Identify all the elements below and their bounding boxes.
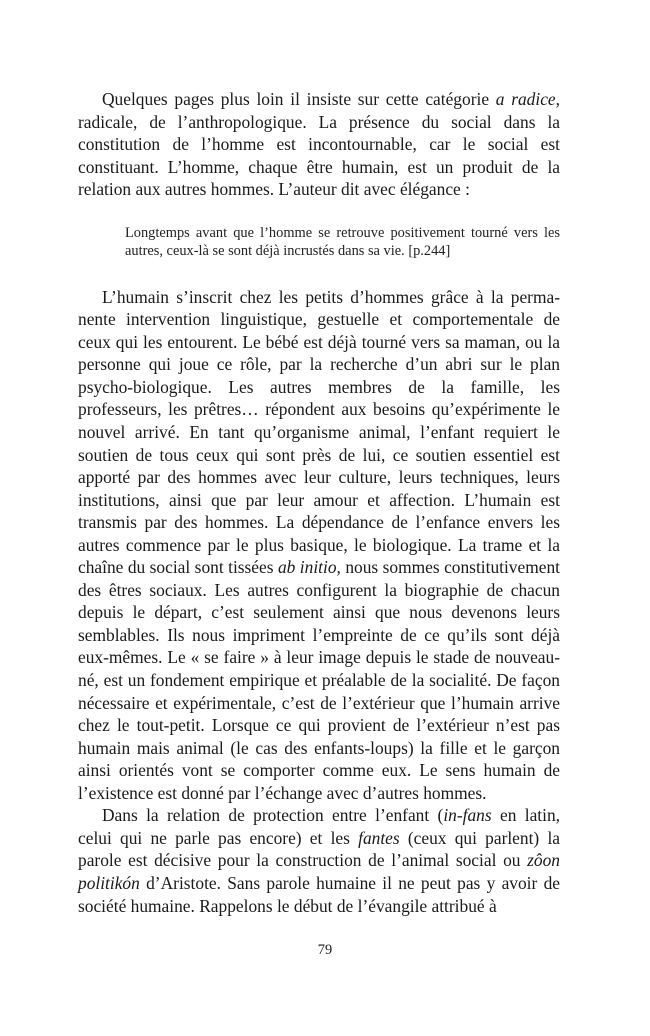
paragraph-2-italic-ab-initio: ab initio,: [277, 557, 341, 578]
paragraph-2-text-b: nous sommes constitutivement des êtres sociaux. Les autres configurent la biographie de chacun depuis le départ, c’est seulement ainsi que nous devenons leurs semblables. Ils nous impriment l’empreinte de ce qu’ils sont déjà eux-mêmes. Le « se faire » à leur image depuis le stade de nouveau-né, est un fondement empirique et préalable de la socialité. De façon nécessaire et expérimentale, c’est de l’extérieur que l’humain arrive chez le tout-petit. Lorsque ce qui provient de l’extérieur n’est pas humain mais animal (le cas des enfants-loups) la fille et le garçon ainsi orientés vont se comporter comme eux. Le sens humain de l’existence est donné par l’échange avec d’autres hommes.: [78, 557, 560, 803]
paragraph-3-text-c: (ceux qui parlent) la parole est décisive pour la construction de l’animal social ou: [78, 827, 560, 871]
paragraph-3-italic-fantes: fantes: [358, 827, 400, 848]
paragraph-1-italic-a-radice: a radice: [495, 89, 556, 109]
paragraph-1-text-b: , radicale, de l’anthropologique. La présence du social dans la constitution de l’homme est incontournable, car le social est constituant. L’homme, chaque être humain, est un produit de la relation aux autres hommes. L’auteur dit avec élégance :: [78, 89, 560, 200]
paragraph-3-text-b: en latin, celui qui ne parle pas encore) et les: [78, 805, 560, 848]
paragraph-3-italic-zoon-politikon: zôon politikón: [78, 850, 560, 893]
paragraph-3-text-a: Dans la relation de protection entre l’enfant (: [102, 805, 444, 826]
page-number: 79: [317, 942, 333, 958]
paragraph-3-text-d: d’Aristote. Sans parole humaine il ne peut pas y avoir de société humaine. Rappelons le début de l’évangile attribué à: [78, 872, 560, 916]
paragraph-1: [78, 88, 560, 201]
paragraph-3: [78, 804, 560, 917]
block-quote: Longtemps avant que l’homme se retrouve positivement tourné vers les autres, ceux-là se sont déjà incrustés dans sa vie. [p.244]: [125, 224, 560, 260]
paragraph-2-text-a: L’humain s’inscrit chez les petits d’hommes grâce à la permanente intervention linguistique, gestuelle et comportementale de ceux qui les entourent. Le bébé est déjà tourné vers sa maman, ou la personne qui joue ce rôle, par la recherche d’un abri sur le plan psycho-biologique. Les autres membres de la famille, les professeurs, les prêtres… répondent aux besoins qu’expérimente le nouvel arrivé. En tant qu’organisme animal, l’enfant requiert le soutien de tous ceux qui sont près de lui, ce soutien essentiel est apporté par des hommes avec leur culture, leurs techniques, leurs institutions, ainsi que par leur amour et affection. L’humain est transmis par des hommes. La dépendance de l’enfance envers les autres commence par le plus basique, le biologique. La trame et la chaîne du social sont tissées: [78, 286, 560, 578]
paragraph-2: [78, 286, 560, 805]
paragraph-3-italic-in-fans: in-fans: [443, 805, 492, 826]
page-body: [78, 88, 560, 917]
paragraph-1-text-a: Quelques pages plus loin il insiste sur cette catégorie: [102, 89, 496, 109]
